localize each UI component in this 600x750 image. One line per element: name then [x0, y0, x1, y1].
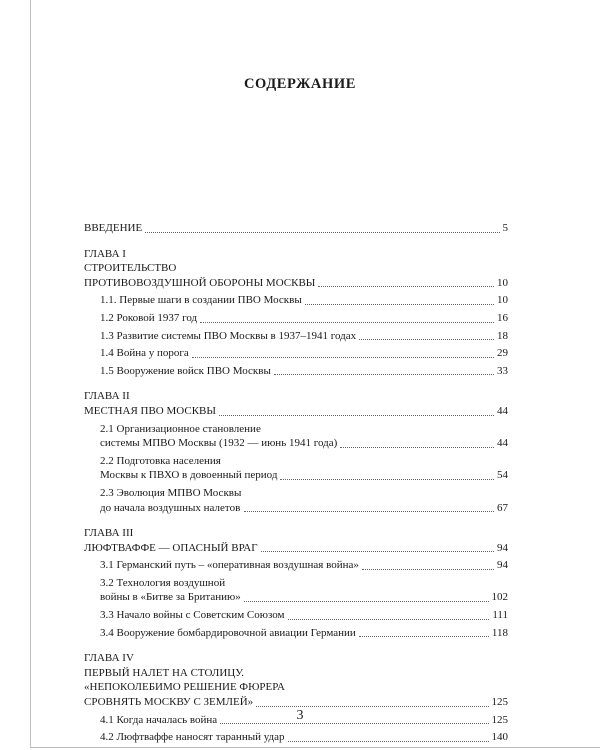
chapter-heading-line: ПЕРВЫЙ НАЛЕТ НА СТОЛИЦУ. — [84, 666, 244, 679]
toc-leader-dots — [244, 601, 489, 602]
toc-section-entry — [84, 626, 508, 641]
toc-section-entry — [84, 293, 508, 308]
page-number: 3 — [296, 708, 304, 723]
toc-page-number: 111 — [492, 609, 508, 622]
toc-leader-dots — [274, 374, 494, 375]
toc-section-entry — [84, 486, 508, 515]
toc-chapter-1 — [84, 247, 508, 379]
toc-section-entry — [84, 608, 508, 623]
toc-leader-dots — [305, 304, 494, 305]
toc-entry-label — [100, 486, 241, 515]
toc-leader-dots — [288, 619, 490, 620]
toc-entry-line: 2.3 Эволюция МПВО Москвы — [100, 486, 242, 499]
toc-entry-label: 3.4 Вооружение бомбардировочной авиации Германии — [100, 626, 356, 639]
toc-leader-dots — [219, 415, 494, 416]
toc-page-number: 94 — [497, 559, 508, 572]
toc-page-number: 125 — [491, 696, 508, 709]
toc-leader-dots — [359, 636, 489, 637]
toc-leader-dots — [200, 322, 494, 323]
toc-entry-label: 1.2 Роковой 1937 год — [100, 311, 198, 324]
toc-page-number: 16 — [497, 311, 508, 324]
toc-section-entry — [84, 346, 508, 361]
toc-section-entry — [84, 311, 508, 326]
table-of-contents — [84, 221, 508, 745]
toc-chapter-entry — [84, 276, 508, 291]
chapter-heading-line: ПРОТИВОВОЗДУШНОЙ ОБОРОНЫ МОСКВЫ — [84, 276, 316, 289]
toc-chapter-3 — [84, 526, 508, 640]
toc-section-entry — [84, 422, 508, 451]
toc-leader-dots — [192, 357, 494, 358]
toc-entry-line: войны в «Битве за Британию» — [100, 591, 241, 604]
toc-leader-dots — [244, 511, 494, 512]
toc-page-number: 54 — [497, 469, 508, 482]
toc-page-number: 140 — [491, 731, 508, 744]
toc-leader-dots — [362, 569, 494, 570]
toc-leader-dots — [256, 706, 488, 707]
toc-section-entry — [84, 730, 508, 745]
toc-entry-label — [100, 576, 241, 605]
toc-entry-label: 3.1 Германский путь – «оперативная воздушная война» — [100, 559, 359, 572]
toc-entry-line: 2.1 Организационное становление — [100, 422, 261, 435]
toc-chapter-4 — [84, 651, 508, 745]
toc-intro-entry — [84, 221, 508, 236]
chapter-heading-line: ГЛАВА I — [84, 247, 126, 260]
toc-page-number: 29 — [497, 347, 508, 360]
toc-page-number: 44 — [497, 404, 508, 417]
toc-page-number: 118 — [491, 626, 508, 639]
toc-page-number: 5 — [502, 222, 508, 234]
toc-chapter-entry — [84, 404, 508, 419]
toc-chapter-entry — [84, 541, 508, 556]
chapter-heading-line: ГЛАВА IV — [84, 652, 134, 665]
toc-leader-dots — [359, 339, 494, 340]
page-bottom-edge — [30, 747, 600, 748]
toc-page-number: 44 — [497, 437, 508, 450]
toc-entry-label: 1.5 Вооружение войск ПВО Москвы — [100, 364, 271, 377]
toc-entry-label: 4.2 Люфтваффе наносят таранный удар — [100, 731, 285, 744]
chapter-heading-line: ГЛАВА II — [84, 390, 130, 403]
toc-entry-label: 1.3 Развитие системы ПВО Москвы в 1937–1941 годах — [100, 329, 357, 342]
chapter-heading-line: СТРОИТЕЛЬСТВО — [84, 262, 177, 275]
toc-leader-dots — [288, 741, 489, 742]
toc-entry-label: 1.1. Первые шаги в создании ПВО Москвы — [100, 294, 302, 307]
chapter-heading-line: СРОВНЯТЬ МОСКВУ С ЗЕМЛЕЙ» — [84, 696, 254, 709]
toc-chapter-2 — [84, 389, 508, 515]
toc-page-number: 10 — [497, 276, 508, 289]
chapter-heading-line: ГЛАВА III — [84, 527, 134, 540]
toc-entry-label — [100, 454, 277, 483]
page-left-edge — [30, 0, 31, 748]
toc-section-entry — [84, 558, 508, 573]
toc-leader-dots — [261, 551, 494, 552]
chapter-heading-line: ЛЮФТВАФФЕ — ОПАСНЫЙ ВРАГ — [84, 541, 258, 554]
toc-leader-dots — [145, 232, 499, 233]
chapter-heading-line: МЕСТНАЯ ПВО МОСКВЫ — [84, 404, 216, 417]
toc-entry-line: системы МПВО Москвы (1932 — июнь 1941 года) — [100, 437, 338, 450]
toc-page-number: 33 — [497, 364, 508, 377]
page-title: СОДЕРЖАНИЕ — [243, 76, 357, 92]
toc-page-number: 125 — [491, 713, 508, 726]
toc-entry-label: 3.3 Начало войны с Советским Союзом — [100, 609, 285, 622]
toc-leader-dots — [318, 286, 494, 287]
toc-entry-line: Москвы к ПВХО в довоенный период — [100, 469, 278, 482]
toc-page-number: 67 — [497, 501, 508, 514]
chapter-heading-line: «НЕПОКОЛЕБИМО РЕШЕНИЕ ФЮРЕРА — [84, 681, 285, 694]
toc-entry-label: 4.1 Когда началась война — [100, 713, 218, 726]
toc-entry-label: ВВЕДЕНИЕ — [84, 222, 143, 234]
toc-page-number: 10 — [497, 294, 508, 307]
toc-section-entry — [84, 329, 508, 344]
toc-section-entry — [84, 364, 508, 379]
toc-page-number: 18 — [497, 329, 508, 342]
toc-entry-line: 2.2 Подготовка населения — [100, 454, 221, 467]
toc-entry-line: до начала воздушных налетов — [100, 501, 241, 514]
toc-section-entry — [84, 576, 508, 605]
toc-entry-label — [100, 422, 337, 451]
toc-entry-label: 1.4 Война у порога — [100, 347, 189, 360]
toc-section-entry — [84, 454, 508, 483]
toc-page-number: 102 — [491, 591, 508, 604]
toc-leader-dots — [280, 479, 494, 480]
toc-entry-line: 3.2 Технология воздушной — [100, 576, 226, 589]
toc-page-number: 94 — [497, 541, 508, 554]
toc-leader-dots — [340, 447, 494, 448]
